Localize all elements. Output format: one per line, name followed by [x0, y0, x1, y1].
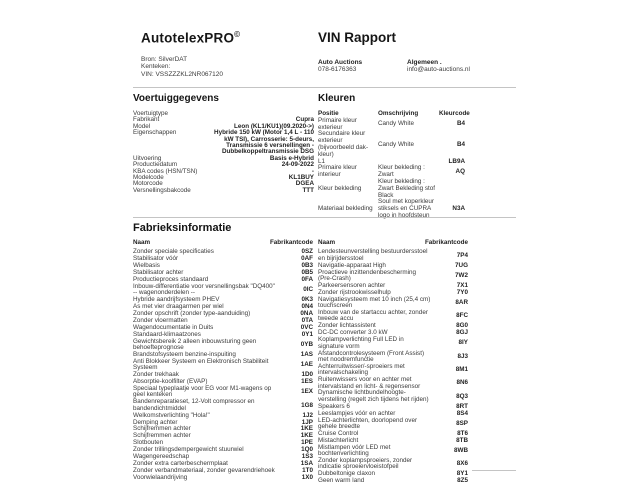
factory-row-code: 1AE — [300, 361, 313, 369]
colors-header-code: Kleurcode — [439, 110, 470, 117]
factory-row-name: Voorwielaandrijving — [133, 473, 188, 481]
colors-header-omschrijving: Omschrijving — [378, 110, 419, 117]
factory-row — [318, 364, 468, 377]
factory-row-name: Schijfremmen achter — [133, 425, 191, 433]
factory-row — [318, 418, 468, 431]
vehicle-row-label: Fabrikant — [133, 116, 160, 124]
factory-row-name: Zonder extra carterbeschermplaat — [133, 460, 228, 467]
factory-column-left — [133, 240, 313, 485]
colors-row-omschrijving: Kleur bekleding : Zwart Bekleding stof Black — [378, 177, 436, 199]
factory-section-title: Fabrieksinformatie — [133, 222, 232, 234]
factory-right-rows — [318, 249, 468, 484]
brand-title — [141, 30, 240, 46]
contact-primary — [318, 59, 362, 74]
factory-row-code: 1ES — [301, 378, 313, 386]
vehicle-row-value: TTT — [302, 186, 314, 194]
source-line: Bron: SilverDAT — [141, 56, 188, 63]
vehicle-row-label: Model — [133, 122, 151, 130]
vehicle-row-label: Motorcode — [133, 180, 163, 188]
vehicle-row-label: Uitvoering — [133, 154, 162, 162]
factory-row-name: Zonder verbandmateriaal, zonder gevarendriehoek — [133, 466, 275, 474]
factory-row-code: 8S4 — [456, 409, 468, 417]
factory-row — [318, 249, 468, 262]
factory-row-name: Koplampverlichting Full LED in signature vorm — [318, 336, 404, 350]
factory-row-code: 0SZ — [301, 248, 313, 256]
factory-row-name: Welkomstverlichting "Hola!" — [133, 411, 210, 419]
factory-row — [318, 377, 468, 390]
divider — [472, 470, 516, 471]
vehicle-row-label: Versnellingsbakcode — [133, 186, 191, 194]
factory-header-name: Naam — [318, 239, 336, 246]
vehicle-row-value: Leon (KL1/KU1)(09.2020->) — [234, 122, 314, 130]
factory-row-name: Hybride aandrijfsysteem PHEV — [133, 296, 220, 304]
factory-row-code: 1EX — [301, 388, 313, 396]
colors-row-omschrijving: Candy White — [378, 140, 415, 148]
vehicle-row-label: Voertuigtype — [133, 110, 169, 117]
factory-row-name: Speciaal typeplaatje voor EG voor M1-wagens op geel kenteken — [133, 385, 272, 399]
factory-row-name: Zonder speciale specificaties — [133, 248, 214, 256]
contact-secondary-name: Algemeen . — [407, 59, 442, 66]
contact-primary-name: Auto Auctions — [318, 59, 363, 66]
factory-row — [133, 475, 313, 481]
colors-row-code: AQ — [455, 167, 465, 175]
factory-row-name: Geen warm land — [318, 477, 365, 485]
factory-row-code: 8X6 — [456, 460, 468, 468]
factory-row-code: 1X0 — [301, 473, 313, 481]
colors-row-positie: Secundaire kleur exterieur (bijvoorbeeld dak-kleur) — [318, 130, 369, 158]
factory-row-name: Slotbouten — [133, 439, 164, 447]
colors-section-title: Kleuren — [318, 93, 356, 104]
factory-left-header — [133, 240, 313, 246]
factory-row-code: 8M1 — [455, 366, 468, 374]
vehicle-row — [133, 130, 314, 156]
factory-row-name: Proactieve inzittendenbescherming (Pre-Crash) — [318, 268, 417, 283]
source-meta — [141, 56, 223, 78]
factory-row — [133, 399, 313, 412]
vehicle-row-label: KBA codes (HSN/TSN) — [133, 167, 198, 175]
factory-row-code: 1G8 — [301, 401, 313, 409]
contact-primary-phone: 078-6176363 — [318, 66, 357, 74]
factory-row-code: 1T0 — [302, 466, 313, 474]
factory-row-name: Standaard-klimaatzones — [133, 330, 201, 338]
factory-row-code: 8TB — [456, 436, 468, 444]
factory-row-name: As met vier draagarmen per wiel — [133, 303, 224, 311]
factory-row — [318, 270, 468, 283]
vehicle-row-label: Eigenschappen — [133, 129, 177, 137]
section-factory-info — [133, 222, 516, 485]
vehicle-row-value: 24-09-2022 — [281, 161, 314, 169]
factory-row-code: 1J2 — [302, 411, 313, 419]
vehicle-section-title: Voertuiggegevens — [133, 93, 219, 104]
factory-row-name: Cruise Control — [318, 429, 359, 437]
colors-row-code: B4 — [456, 140, 465, 148]
factory-row-name: Dynamische lichtbundelhoogte-verstelling (regelt zich tijdens het rijden) — [318, 389, 429, 403]
factory-row-code: 1SA — [300, 460, 313, 467]
factory-row-name: Stabilisator vóór — [133, 255, 179, 263]
factory-row-code: 8SP — [456, 419, 468, 427]
factory-row-name: Zonder koplampsproeiers, zonder indicatie sproeiervloeistofpeil — [318, 457, 413, 471]
factory-row-code: 8G0 — [456, 322, 468, 330]
factory-row-code: 0B5 — [301, 269, 313, 277]
factory-row-name: Absorptie-koolfilter (EVAP) — [133, 378, 208, 386]
contact-secondary-email: info@auto-auctions.nl — [407, 66, 470, 74]
factory-row-name: Zonder lichtassistent — [318, 322, 376, 330]
divider — [133, 217, 516, 218]
factory-row — [133, 284, 313, 297]
factory-row-name: Navigatiesysteem met 10 inch (25,4 cm) touchscreen — [318, 295, 431, 310]
vehicle-row-value: Cupra — [295, 116, 314, 124]
factory-row-code: 0TA — [301, 316, 313, 324]
factory-row — [318, 458, 468, 471]
colors-row-code: LB9A — [448, 157, 465, 165]
factory-row-name: Navigatie-apparaat High — [318, 261, 386, 269]
vehicle-rows — [133, 111, 314, 194]
factory-row-code: 1KE — [300, 432, 313, 440]
colors-row-positie: L1 — [318, 157, 326, 165]
colors-header-positie: Positie — [318, 110, 339, 117]
vehicle-row — [133, 188, 314, 194]
colors-row-code: N3A — [452, 205, 465, 213]
factory-row-code: 1KE — [300, 425, 313, 433]
factory-columns — [133, 240, 516, 485]
factory-row-code: 8IY — [458, 339, 468, 347]
colors-row-omschrijving: Kleur bekleding : Zwart — [378, 164, 425, 179]
factory-row-code: 1Q0 — [301, 446, 313, 454]
colors-row — [318, 165, 465, 179]
factory-row-code: 7UG — [455, 261, 468, 269]
factory-row — [318, 390, 468, 403]
contact-secondary — [407, 59, 470, 74]
factory-row-code: 1S3 — [301, 453, 313, 461]
factory-row-code: 8J3 — [457, 352, 468, 360]
factory-row-code: 1PE — [301, 439, 313, 447]
vehicle-row-label: Modelcode — [133, 174, 164, 182]
factory-row-name: Zonder trillingsdempergewicht stuurwiel — [133, 446, 244, 454]
factory-row-code: 8T6 — [457, 429, 468, 437]
factory-left-rows — [133, 249, 313, 481]
colors-row — [318, 131, 465, 158]
factory-row-name: Wielbasis — [133, 262, 160, 270]
factory-row-code: 0IC — [303, 286, 313, 294]
colors-row-omschrijving: Soul met koperkleur stiksels en CUPRA logo in hoofdsteun — [378, 198, 434, 219]
factory-row-code: 8N6 — [456, 379, 468, 387]
factory-row-code: 7P4 — [456, 251, 468, 259]
factory-row — [133, 339, 313, 352]
factory-row-name: LED-achterlichten, doorlopend over gehele breedte — [318, 416, 418, 430]
factory-row-name: Leeslampjes vóór en achter — [318, 409, 396, 417]
factory-row-name: Brandstofsysteem benzine-inspuiting — [133, 351, 236, 358]
factory-row-code: 8FC — [456, 312, 468, 320]
vehicle-row-value: KL1BUY — [288, 174, 314, 182]
factory-row-code: 1D0 — [301, 371, 313, 379]
factory-row-name: Wagendocumentatie in Duits — [133, 323, 214, 331]
factory-row — [318, 445, 468, 458]
factory-header-code: Fabrikantcode — [424, 239, 468, 246]
factory-row-code: 0B3 — [301, 262, 313, 270]
factory-header-name: Naam — [133, 239, 151, 246]
factory-row-name: Productieproces standaard — [133, 276, 209, 284]
factory-row-name: Afstandcontrolesysteem (Front Assist) met noodremfunctie — [318, 349, 425, 363]
factory-row — [318, 337, 468, 350]
factory-row-code: 0N4 — [301, 303, 313, 311]
factory-header-code: Fabrikantcode — [269, 239, 313, 246]
vehicle-row-value: - — [311, 167, 314, 175]
factory-row-code: 8RT — [456, 402, 468, 410]
factory-row-code: 8Q3 — [456, 392, 468, 400]
divider — [133, 87, 516, 88]
vehicle-row-value: Hybride 150 kW (Motor 1,4 L - 110 kW TSI), Carrosserie: 5-deurs, Transmissie 6 versnellingen - Dubbelkoppeltransmissie DSG — [214, 129, 314, 156]
colors-rows — [318, 118, 465, 220]
factory-row-name: Anti Blokkeer Systeem en Elektronisch Stabiliteit Systeem — [133, 357, 269, 372]
factory-row-name: Inbouw van de startaccu achter, zonder tweede accu — [318, 309, 428, 323]
license-plate-line: Kenteken: — [141, 63, 171, 71]
factory-row — [133, 386, 313, 399]
factory-row-name: Zonder opschrift (zonder type-aanduiding) — [133, 310, 251, 318]
factory-row-name: Ruitenwissers voor en achter met intervalstand en licht- & regensensor — [318, 376, 421, 390]
factory-row-name: Speakers 6 — [318, 402, 350, 410]
colors-row-positie: Primaire kleur exterieur — [318, 116, 357, 131]
report-title: VIN Rapport — [318, 30, 397, 45]
factory-row-name: Mistlampen vóór LED met bochtenverlichting — [318, 443, 391, 458]
colors-row-positie: Materiaal bekleding — [318, 205, 373, 213]
factory-row-name: Mistachterlicht — [318, 436, 359, 444]
factory-row — [133, 256, 313, 262]
vehicle-row-label: Productiedatum — [133, 161, 178, 169]
factory-row — [318, 297, 468, 310]
factory-right-header — [318, 240, 468, 246]
factory-row-code: 8AR — [455, 298, 468, 306]
colors-row — [318, 118, 465, 132]
section-colors — [318, 93, 470, 220]
colors-row-positie: Kleur bekleding — [318, 184, 362, 192]
factory-row — [318, 478, 468, 484]
factory-row-name: Stabilisator achter — [133, 269, 184, 277]
factory-row-name: Zonder vloermatten — [133, 316, 188, 324]
factory-row-code: 7W2 — [455, 271, 468, 279]
vehicle-row-value: DGEA — [295, 180, 314, 188]
colors-table — [318, 110, 470, 220]
factory-row-name: Bandenreparatieset, 12-Volt compressor en bandendichtmiddel — [133, 398, 255, 412]
factory-row-code: 0VC — [300, 323, 313, 331]
factory-row-name: Wagengereedschap — [133, 453, 190, 461]
factory-row-name: DC-DC converter 3.0 kW — [318, 329, 388, 337]
section-vehicle-data — [133, 93, 314, 194]
factory-row — [318, 310, 468, 323]
factory-row-name: Lendesteunverstelling bestuurdersstoel en bijrijdersstoel — [318, 248, 428, 262]
factory-row-code: 0K3 — [301, 296, 313, 304]
brand-name: AutotelexPRO — [141, 30, 235, 46]
factory-row-name: Zonder trekhaak — [133, 371, 179, 379]
factory-row-code: 7X1 — [456, 281, 468, 289]
colors-row — [318, 179, 465, 199]
factory-row-code: 0YB — [300, 340, 313, 348]
brand-copyright-mark: © — [234, 30, 241, 39]
vin-line: VIN: VSSZZZKL2NR067120 — [141, 70, 224, 78]
factory-row — [133, 359, 313, 372]
factory-row-name: Inbouw-differentiatie voor versnellingsbak "DQ400" -- wagenonderdelen -- — [133, 282, 275, 297]
factory-row-code: 7Y0 — [456, 288, 468, 296]
factory-row-code: 0NA — [300, 310, 313, 318]
factory-row-name: Dubbeltonige claxon — [318, 470, 376, 478]
factory-row-code: 8Z5 — [457, 477, 468, 485]
factory-row-code: 1JP — [301, 418, 313, 426]
factory-row-code: 0AF — [301, 255, 313, 263]
factory-row-code: 8GJ — [456, 329, 468, 337]
factory-row-name: Demping achter — [133, 418, 178, 426]
factory-row-code: 8WB — [454, 446, 468, 454]
factory-column-right — [318, 240, 468, 485]
factory-row-name: Gewichtsbereik 2 alleen inbouwsturing geen behoefteprognose — [133, 337, 257, 352]
vehicle-row-value: Basis e-Hybrid — [269, 154, 314, 162]
factory-row-name: Schijfremmen achter — [133, 432, 191, 440]
colors-row-omschrijving: Candy White — [378, 120, 415, 128]
factory-row — [318, 351, 468, 364]
factory-row-name: Zonder rijstrookwisselhulp — [318, 288, 391, 296]
factory-row-code: 8Y1 — [456, 470, 468, 478]
factory-row-code: 1AS — [300, 351, 313, 358]
factory-row-code: 0FA — [301, 276, 313, 284]
factory-row-name: Achterruitwisser/-sproeiers met intervalschakeling — [318, 362, 405, 377]
factory-row-name: Parkeersensoren achter — [318, 281, 386, 289]
factory-row-code: 0Y1 — [301, 330, 313, 338]
colors-row-positie: Primaire kleur interieur — [318, 164, 357, 179]
colors-row-code: B4 — [456, 120, 465, 128]
